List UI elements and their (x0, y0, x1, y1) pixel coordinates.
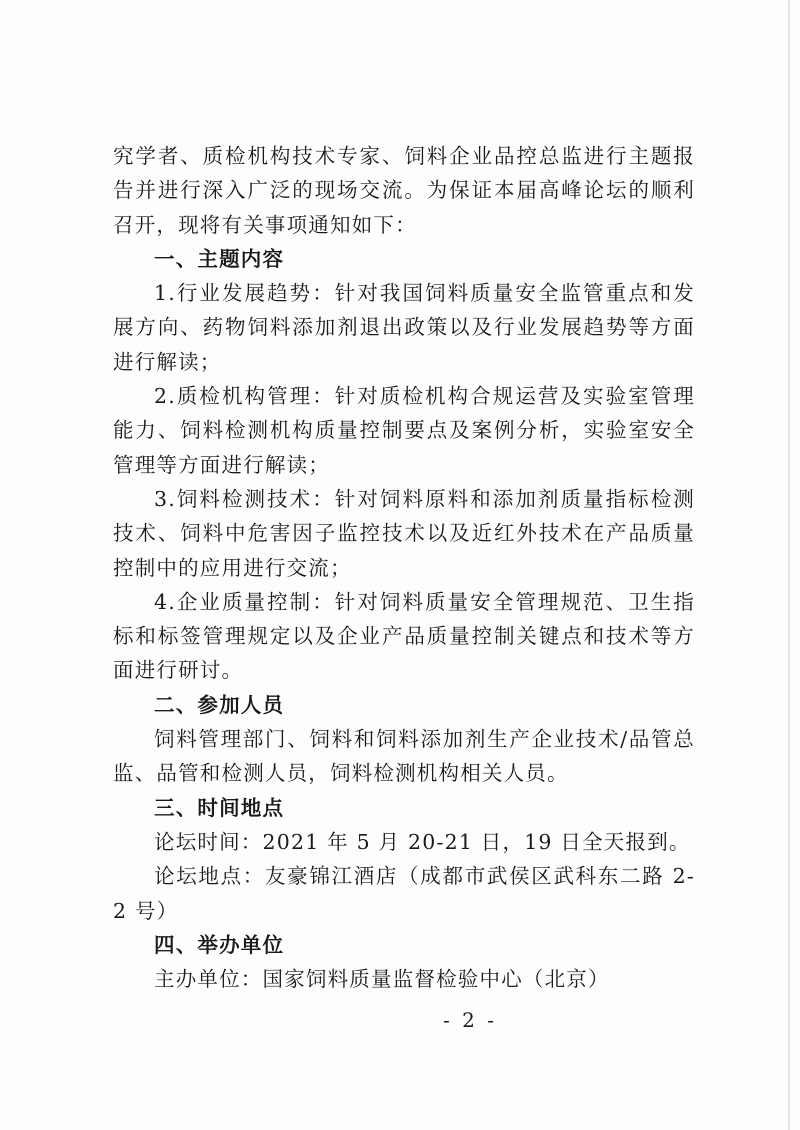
intro-paragraph: 究学者、质检机构技术专家、饲料企业品控总监进行主题报告并进行深入广泛的现场交流。为保证本届高峰论坛的顺利召开，现将有关事项通知如下： (113, 144, 695, 237)
topic-quality-control: 4.企业质量控制：针对饲料质量安全管理规范、卫生指标和标签管理规定以及企业产品质量控制关键点和技术等方面进行研讨。 (113, 589, 695, 683)
scan-edge-divider (788, 0, 790, 1130)
host-organization: 主办单位：国家饲料质量监督检验中心（北京） (154, 967, 610, 992)
forum-location: 论坛地点：友豪锦江酒店（成都市武侯区武科东二路 2-2 号） (113, 864, 695, 923)
section-heading-time-place: 三、时间地点 (154, 795, 285, 820)
forum-time: 论坛时间：2021 年 5 月 20-21 日，19 日全天报到。 (154, 829, 691, 854)
topic-lab-management: 2.质检机构管理：针对质检机构合规运营及实验室管理能力、饲料检测机构质量控制要点及案例分析，实验室安全管理等方面进行解读； (113, 384, 695, 477)
topic-industry-trends: 1.行业发展趋势：针对我国饲料质量安全监管重点和发展方向、药物饲料添加剂退出政策以及行业发展趋势等方面进行解读； (113, 281, 695, 374)
document-body (113, 139, 695, 996)
topic-testing-technology: 3.饲料检测技术：针对饲料原料和添加剂质量指标检测技术、饲料中危害因子监控技术以及近红外技术在产品质量控制中的应用进行交流； (113, 486, 695, 580)
section-heading-organizers: 四、举办单位 (154, 932, 285, 957)
page-number: - 2 - (443, 1008, 497, 1032)
participants-paragraph: 饲料管理部门、饲料和饲料添加剂生产企业技术/品管总监、品管和检测人员，饲料检测机构相关人员。 (113, 727, 695, 786)
section-heading-participants: 二、参加人员 (154, 692, 285, 717)
section-heading-topics: 一、主题内容 (154, 246, 285, 271)
